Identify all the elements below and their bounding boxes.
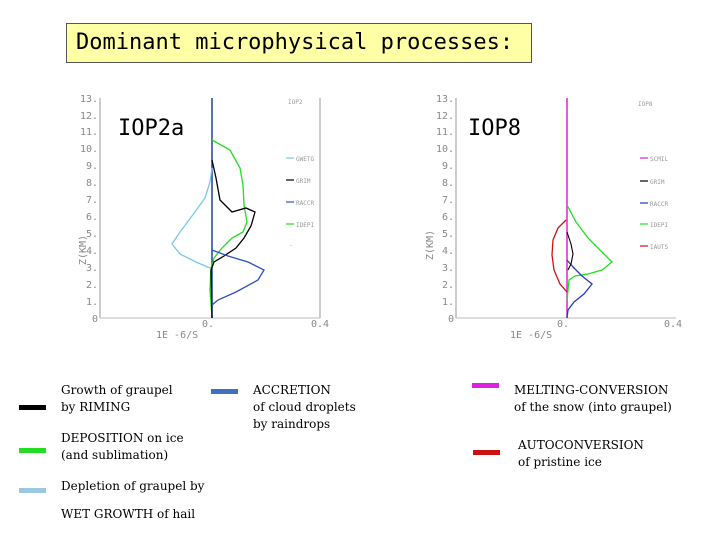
accretion-swatch — [211, 389, 238, 394]
x-tick: 0.4 — [311, 319, 330, 330]
panel-legend — [286, 156, 314, 249]
legend-line: Growth of graupel — [61, 383, 173, 397]
accretion-profile — [567, 260, 592, 318]
melting-swatch — [472, 383, 499, 388]
deposition-swatch — [19, 448, 46, 453]
y-tick: 1. — [441, 297, 454, 308]
riming-swatch — [19, 405, 46, 410]
legend-label: RACCR — [296, 200, 315, 207]
y-tick: 8. — [441, 178, 454, 189]
y-axis-title: Z(KM) — [78, 234, 89, 266]
y-tick: 10. — [79, 144, 98, 155]
legend-line: AUTOCONVERSION — [518, 438, 644, 452]
legend-line: ACCRETION — [253, 383, 331, 397]
legend-line: by raindrops — [253, 417, 331, 431]
x-tick: 0. — [557, 319, 570, 330]
wet-growth-profile — [172, 168, 212, 268]
legend-label: - — [289, 242, 293, 249]
y-tick: 13. — [79, 94, 98, 105]
y-tick: 6. — [85, 212, 98, 223]
autoconversion-legend-text — [518, 437, 644, 471]
deposition-profile — [210, 140, 247, 318]
legend-line: MELTING-CONVERSION — [514, 383, 669, 397]
y-tick: 4. — [85, 246, 98, 257]
y-tick: 0 — [447, 314, 454, 325]
y-tick: 3. — [441, 263, 454, 274]
y-tick: 6. — [441, 212, 454, 223]
y-tick: 9. — [441, 161, 454, 172]
legend-label: IAUTS — [650, 244, 669, 251]
y-tick: 2. — [85, 280, 98, 291]
autoconversion-swatch — [473, 450, 500, 455]
riming-legend-text — [61, 382, 173, 416]
deposition-legend-text — [61, 430, 184, 464]
y-tick: 3. — [85, 263, 98, 274]
corner-label: IOP2 — [288, 99, 303, 106]
panel-iop2a — [78, 94, 329, 341]
corner-label: IOP8 — [638, 101, 653, 108]
y-tick: 5. — [85, 229, 98, 240]
page-title: Dominant microphysical processes: — [76, 30, 514, 55]
legend-line: by RIMING — [61, 400, 131, 414]
panel-label-iop8: IOP8 — [468, 116, 521, 141]
legend-line: WET GROWTH of hail — [61, 507, 196, 521]
legend-label: GWETG — [296, 156, 315, 163]
panel-label-iop2a: IOP2a — [118, 116, 185, 141]
y-tick: 7. — [85, 195, 98, 206]
melting-legend-text — [514, 382, 672, 416]
legend-line: (and sublimation) — [61, 448, 169, 462]
y-axis-title: Z(KM) — [425, 229, 436, 261]
accretion-legend-text — [253, 382, 356, 433]
legend-label: GRIM — [650, 179, 665, 186]
legend-label: SCMIL — [650, 156, 669, 163]
y-tick: 11. — [435, 127, 454, 138]
x-tick: 0.4 — [664, 319, 683, 330]
legend-label: RACCR — [650, 201, 669, 208]
y-tick: 5. — [441, 229, 454, 240]
y-tick: 8. — [85, 178, 98, 189]
panel-iop8 — [425, 94, 682, 341]
legend-line: of cloud droplets — [253, 400, 356, 414]
y-tick: 11. — [79, 127, 98, 138]
x-tick: 0. — [202, 319, 215, 330]
panel-legend — [640, 156, 668, 251]
legend-label: IDEPI — [296, 222, 315, 229]
legend-line: of pristine ice — [518, 455, 602, 469]
y-tick: 12. — [79, 111, 98, 122]
y-tick: 9. — [85, 161, 98, 172]
deposition-profile — [567, 205, 612, 300]
y-tick: 7. — [441, 195, 454, 206]
y-tick: 4. — [441, 246, 454, 257]
legend-line: of the snow (into graupel) — [514, 400, 672, 414]
wet-growth-swatch — [19, 488, 46, 493]
y-tick: 10. — [435, 144, 454, 155]
y-tick: 12. — [435, 111, 454, 122]
x-unit-label: 1E -6/S — [156, 330, 199, 341]
y-tick: 1. — [85, 297, 98, 308]
autoconversion-profile — [552, 220, 567, 292]
legend-line: Depletion of graupel by — [61, 479, 205, 493]
legend-label: GRIM — [296, 178, 311, 185]
y-tick: 2. — [441, 280, 454, 291]
legend-label: IDEPI — [650, 222, 669, 229]
riming-profile — [211, 160, 255, 318]
x-unit-label: 1E -6/S — [510, 330, 553, 341]
wet-growth-legend-text — [61, 478, 204, 523]
legend-line: DEPOSITION on ice — [61, 431, 184, 445]
y-tick: 13. — [435, 94, 454, 105]
y-tick: 0 — [91, 314, 98, 325]
